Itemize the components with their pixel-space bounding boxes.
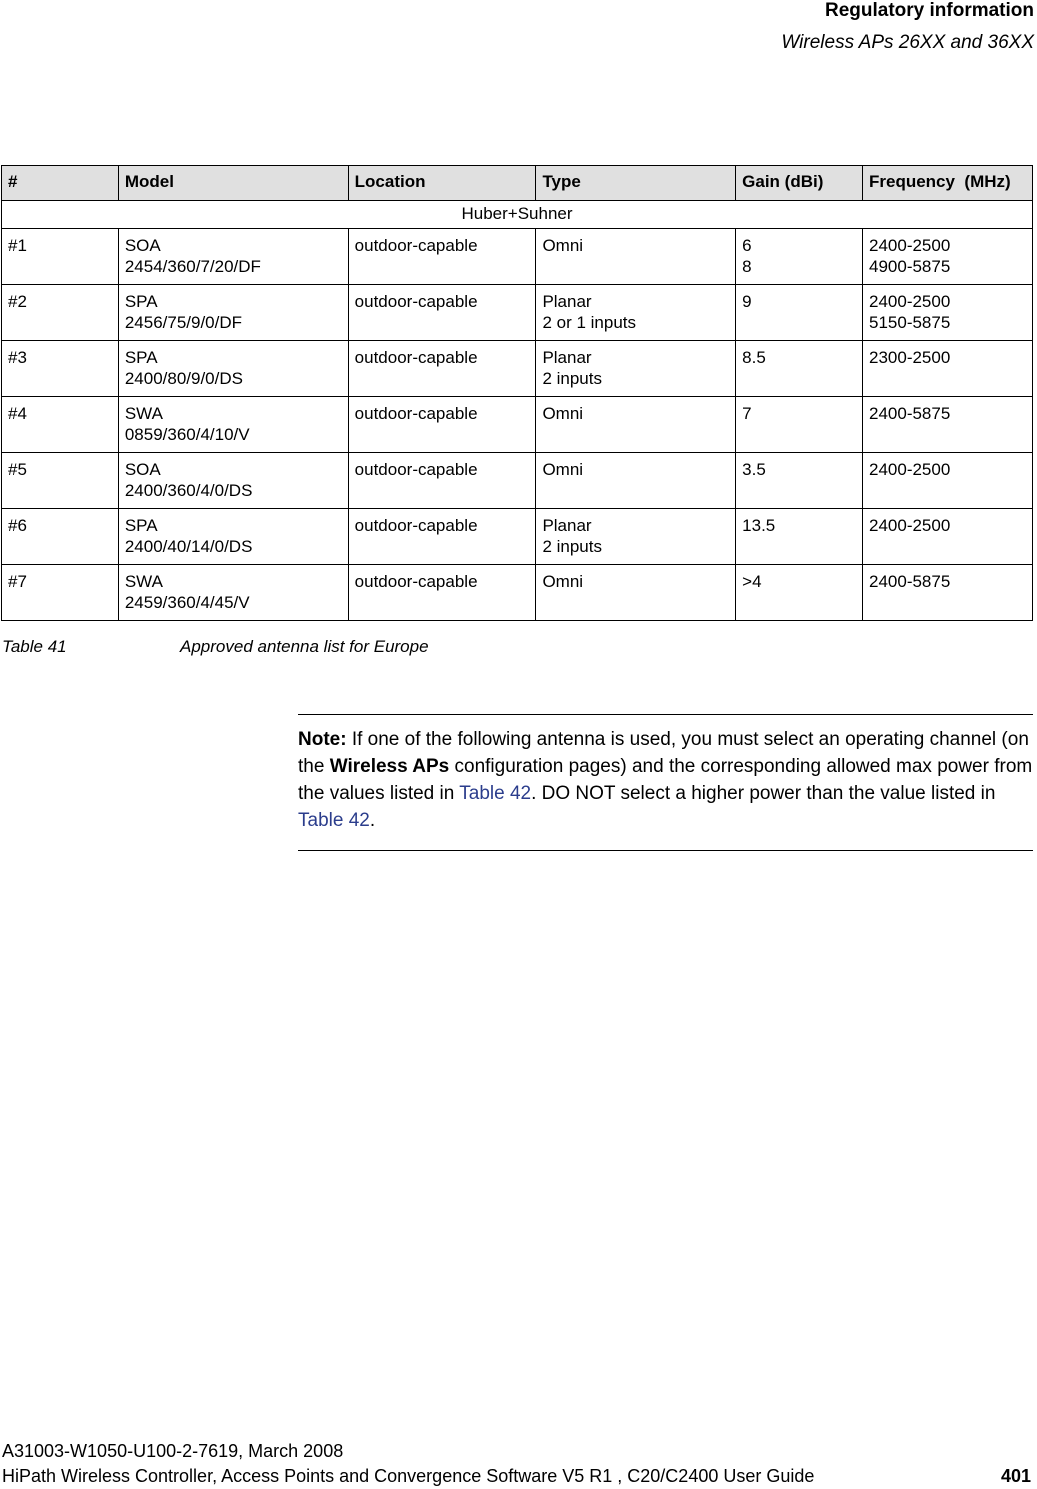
cell-location: outdoor-capable <box>348 285 536 341</box>
cell-gain-line: 8 <box>742 257 752 276</box>
cell-gain <box>736 509 863 565</box>
cell-gain-line: >4 <box>742 572 762 591</box>
cell-model <box>118 341 348 397</box>
note-text-1: If one of the following antenna is used, you must select an operating channel (on the <box>298 729 1029 777</box>
cell-model-line: SPA <box>124 348 158 367</box>
cell-frequency-line: 2400-2500 <box>869 236 951 255</box>
cell-type-line: Planar <box>542 348 592 367</box>
cell-location: outdoor-capable <box>348 341 536 397</box>
cell-model <box>118 229 348 285</box>
note-text-2: configuration pages) and the corresponding allowed max power from the values listed in <box>298 756 1033 804</box>
note-text-4: . <box>369 810 376 831</box>
table-row <box>2 509 1033 565</box>
note-bold-wireless-aps: Wireless APs <box>329 756 450 777</box>
cell-frequency <box>863 285 1033 341</box>
running-header-subtitle: Wireless APs 26XX and 36XX <box>781 32 1034 53</box>
cell-frequency-line: 2400-5875 <box>869 572 951 591</box>
cell-location: outdoor-capable <box>348 397 536 453</box>
col-header-frequency: Frequency (MHz) <box>863 166 1033 201</box>
cell-type-line: 2 or 1 inputs <box>542 313 636 332</box>
col-header-model: Model <box>118 166 348 201</box>
cell-location: outdoor-capable <box>348 229 536 285</box>
page-number: 401 <box>1000 1466 1031 1486</box>
cell-frequency-line: 2400-2500 <box>869 516 951 535</box>
cell-model <box>118 397 348 453</box>
cell-type <box>536 285 736 341</box>
manufacturer-row <box>2 201 1033 229</box>
cell-type <box>536 341 736 397</box>
cell-frequency-line: 4900-5875 <box>869 257 951 276</box>
cell-type-line: 2 inputs <box>542 369 602 388</box>
cell-model-line: SPA <box>124 516 158 535</box>
col-header-gain: Gain (dBi) <box>736 166 863 201</box>
col-header-location: Location <box>348 166 536 201</box>
cell-model-line: SWA <box>124 572 163 591</box>
cell-gain-line: 6 <box>742 236 752 255</box>
note-label: Note: <box>298 729 347 750</box>
cell-gain-line: 8.5 <box>742 348 766 367</box>
cell-frequency-line: 2400-2500 <box>869 292 951 311</box>
cell-model-line: SOA <box>124 460 161 479</box>
cell-num: #4 <box>2 397 119 453</box>
table-row <box>2 397 1033 453</box>
cell-model <box>118 565 348 621</box>
caption-text: Approved antenna list for Europe <box>180 637 429 656</box>
footer-doc-title: HiPath Wireless Controller, Access Points and Convergence Software V5 R1 , C20/C2400 User Guide <box>2 1466 815 1486</box>
cell-type-line: Omni <box>542 460 584 479</box>
cell-model-line: 2459/360/4/45/V <box>124 593 250 612</box>
cell-type-line: Omni <box>542 572 584 591</box>
cell-gain-line: 13.5 <box>742 516 776 535</box>
caption-number: Table 41 <box>2 637 67 656</box>
cell-model-line: SOA <box>124 236 161 255</box>
cell-frequency-line: 2400-2500 <box>869 460 951 479</box>
manufacturer-name: Huber+Suhner <box>2 201 1033 229</box>
table-caption <box>2 637 429 657</box>
cell-frequency <box>863 341 1033 397</box>
cell-type-line: Planar <box>542 292 592 311</box>
cell-gain-line: 7 <box>742 404 752 423</box>
cell-num: #6 <box>2 509 119 565</box>
cell-num: #2 <box>2 285 119 341</box>
note-text-3: . DO NOT select a higher power than the value listed in <box>531 783 996 804</box>
cell-model-line: 2454/360/7/20/DF <box>124 257 261 276</box>
cell-num: #1 <box>2 229 119 285</box>
cell-model <box>118 453 348 509</box>
cell-type <box>536 397 736 453</box>
cell-model-line: 0859/360/4/10/V <box>124 425 250 444</box>
table-header-row <box>2 166 1033 201</box>
antenna-table <box>1 165 1033 621</box>
cell-gain <box>736 229 863 285</box>
cell-gain-line: 9 <box>742 292 752 311</box>
cell-model-line: 2400/40/14/0/DS <box>124 537 253 556</box>
cell-gain <box>736 565 863 621</box>
cell-model-line: 2400/80/9/0/DS <box>124 369 243 388</box>
cell-num: #7 <box>2 565 119 621</box>
cell-num: #5 <box>2 453 119 509</box>
cell-gain <box>736 453 863 509</box>
cell-type-line: 2 inputs <box>542 537 602 556</box>
cell-model-line: SPA <box>124 292 158 311</box>
cell-frequency <box>863 397 1033 453</box>
cell-frequency <box>863 565 1033 621</box>
table-row <box>2 285 1033 341</box>
running-header-title: Regulatory information <box>824 0 1034 21</box>
table-row <box>2 453 1033 509</box>
cell-type <box>536 229 736 285</box>
cell-frequency-line: 2400-5875 <box>869 404 951 423</box>
cell-gain-line: 3.5 <box>742 460 766 479</box>
table-row <box>2 565 1033 621</box>
cell-frequency <box>863 229 1033 285</box>
cell-type-line: Omni <box>542 404 584 423</box>
cell-gain <box>736 397 863 453</box>
cell-type <box>536 509 736 565</box>
cell-type-line: Omni <box>542 236 584 255</box>
footer-doc-id: A31003-W1050-U100-2-7619, March 2008 <box>2 1441 344 1461</box>
cell-type <box>536 565 736 621</box>
table-42-link-2[interactable]: Table 42 <box>298 810 370 831</box>
cell-type-line: Planar <box>542 516 592 535</box>
cell-model <box>118 509 348 565</box>
cell-gain <box>736 285 863 341</box>
table-row <box>2 229 1033 285</box>
table-42-link[interactable]: Table 42 <box>459 783 532 804</box>
cell-location: outdoor-capable <box>348 509 536 565</box>
cell-num: #3 <box>2 341 119 397</box>
table-row <box>2 341 1033 397</box>
cell-frequency <box>863 509 1033 565</box>
cell-frequency <box>863 453 1033 509</box>
cell-gain <box>736 341 863 397</box>
cell-model-line: SWA <box>124 404 163 423</box>
col-header-type: Type <box>536 166 736 201</box>
cell-model-line: 2456/75/9/0/DF <box>124 313 243 332</box>
note-box <box>298 714 1033 851</box>
cell-frequency-line: 5150-5875 <box>869 313 951 332</box>
cell-model <box>118 285 348 341</box>
cell-location: outdoor-capable <box>348 453 536 509</box>
cell-type <box>536 453 736 509</box>
cell-model-line: 2400/360/4/0/DS <box>124 481 253 500</box>
col-header-num: # <box>2 166 119 201</box>
cell-location: outdoor-capable <box>348 565 536 621</box>
cell-frequency-line: 2300-2500 <box>869 348 951 367</box>
